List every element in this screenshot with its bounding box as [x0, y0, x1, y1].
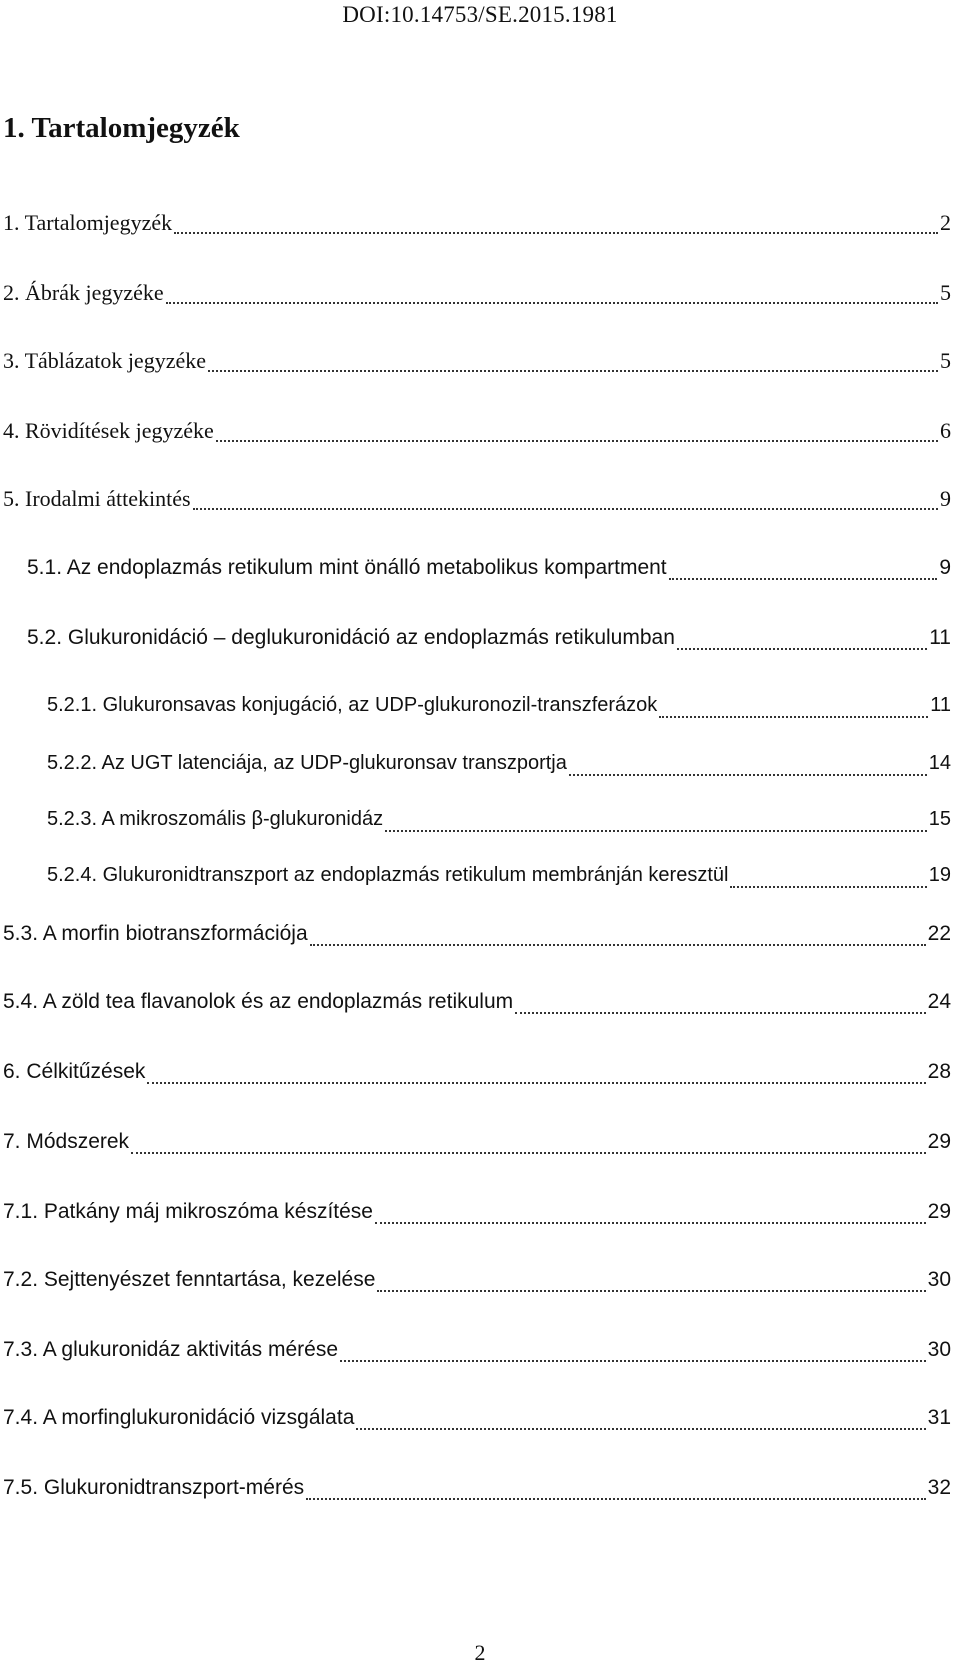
dot-leader: [310, 940, 926, 946]
toc-entry-text: 5.2.3. A mikroszomális β-glukuronidáz: [47, 808, 384, 830]
toc-entry-page: 11: [930, 694, 951, 716]
toc-entry-text: 1. Tartalomjegyzék: [3, 210, 173, 235]
toc-entry-page: 30: [927, 1338, 951, 1361]
toc-entry-text: 7.2. Sejttenyészet fenntartása, kezelése: [3, 1268, 376, 1291]
toc-entry-5-2-1[interactable]: [47, 694, 951, 724]
dot-leader: [659, 712, 928, 718]
toc-entry-5-2[interactable]: [27, 626, 951, 656]
toc-entry-page: 6: [940, 418, 951, 443]
toc-entry-page: 28: [927, 1060, 951, 1083]
dot-leader: [677, 644, 927, 650]
toc-entry-2[interactable]: [3, 280, 951, 310]
toc-entry-page: 24: [927, 990, 951, 1013]
toc-entry-page: 11: [929, 626, 951, 649]
toc-entry-5-2-3[interactable]: [47, 808, 951, 838]
page-title: 1. Tartalomjegyzék: [3, 112, 240, 144]
toc-entry-page: 2: [940, 210, 951, 235]
toc-entry-7-1[interactable]: [3, 1200, 951, 1230]
toc-entry-7-5[interactable]: [3, 1476, 951, 1506]
toc-entry-text: 3. Táblázatok jegyzéke: [3, 348, 206, 373]
toc-entry-text: 5. Irodalmi áttekintés: [3, 486, 191, 511]
toc-entry-text: 5.2.4. Glukuronidtranszport az endoplazmás retikulum membránján keresztül: [47, 864, 729, 886]
dot-leader: [306, 1494, 926, 1500]
toc-entry-5-3[interactable]: [3, 922, 951, 952]
toc-entry-4[interactable]: [3, 418, 951, 448]
toc-entry-6[interactable]: [3, 1060, 951, 1090]
toc-entry-5[interactable]: [3, 486, 951, 516]
dot-leader: [356, 1424, 925, 1430]
dot-leader: [208, 366, 938, 372]
doi-header: DOI:10.14753/SE.2015.1981: [342, 2, 618, 27]
toc-entry-page: 19: [928, 864, 951, 886]
dot-leader: [340, 1356, 926, 1362]
dot-leader: [193, 504, 938, 510]
toc-entry-5-2-2[interactable]: [47, 752, 951, 782]
dot-leader: [385, 826, 927, 832]
dot-leader: [147, 1078, 925, 1084]
toc-entry-text: 7.5. Glukuronidtranszport-mérés: [3, 1476, 305, 1499]
toc-entry-7-3[interactable]: [3, 1338, 951, 1368]
dot-leader: [569, 770, 927, 776]
dot-leader: [174, 228, 938, 234]
toc-entry-page: 30: [927, 1268, 951, 1291]
toc-entry-page: 29: [927, 1200, 951, 1223]
toc-entry-page: 31: [927, 1406, 951, 1429]
toc-entry-page: 5: [940, 348, 951, 373]
toc-entry-5-1[interactable]: [27, 556, 951, 586]
dot-leader: [131, 1148, 926, 1154]
dot-leader: [166, 298, 938, 304]
toc-entry-page: 9: [939, 556, 951, 579]
toc-entry-page: 14: [928, 752, 951, 774]
toc-entry-5-2-4[interactable]: [47, 864, 951, 894]
toc-entry-page: 29: [927, 1130, 951, 1153]
toc-entry-text: 7.3. A glukuronidáz aktivitás mérése: [3, 1338, 339, 1361]
dot-leader: [377, 1286, 925, 1292]
dot-leader: [730, 882, 926, 888]
toc-entry-1[interactable]: [3, 210, 951, 240]
dot-leader: [216, 436, 938, 442]
toc-entry-text: 7. Módszerek: [3, 1130, 130, 1153]
toc-entry-7-2[interactable]: [3, 1268, 951, 1298]
toc-entry-7-4[interactable]: [3, 1406, 951, 1436]
toc-entry-text: 2. Ábrák jegyzéke: [3, 280, 164, 305]
toc-entry-text: 5.3. A morfin biotranszformációja: [3, 922, 308, 945]
toc-entry-text: 5.1. Az endoplazmás retikulum mint önálló metabolikus kompartment: [27, 556, 667, 579]
toc-entry-page: 32: [927, 1476, 951, 1499]
toc-entry-text: 7.1. Patkány máj mikroszóma készítése: [3, 1200, 373, 1223]
dot-leader: [515, 1008, 926, 1014]
dot-leader: [375, 1218, 926, 1224]
toc-entry-page: 5: [940, 280, 951, 305]
toc-entry-5-4[interactable]: [3, 990, 951, 1020]
page-number: 2: [474, 1640, 486, 1665]
toc-entry-text: 4. Rövidítések jegyzéke: [3, 418, 214, 443]
toc-entry-page: 15: [928, 808, 951, 830]
toc-entry-text: 5.2. Glukuronidáció – deglukuronidáció az endoplazmás retikulumban: [27, 626, 675, 649]
toc-entry-7[interactable]: [3, 1130, 951, 1160]
toc-entry-text: 5.2.1. Glukuronsavas konjugáció, az UDP-glukuronozil-transzferázok: [47, 694, 658, 716]
toc-entry-page: 9: [940, 486, 951, 511]
toc-entry-page: 22: [927, 922, 951, 945]
toc-entry-text: 6. Célkitűzések: [3, 1060, 146, 1083]
toc-entry-text: 5.2.2. Az UGT latenciája, az UDP-glukuronsav transzportja: [47, 752, 567, 774]
toc-entry-3[interactable]: [3, 348, 951, 378]
dot-leader: [669, 574, 938, 580]
toc-entry-text: 5.4. A zöld tea flavanolok és az endoplazmás retikulum: [3, 990, 514, 1013]
toc-entry-text: 7.4. A morfinglukuronidáció vizsgálata: [3, 1406, 355, 1429]
